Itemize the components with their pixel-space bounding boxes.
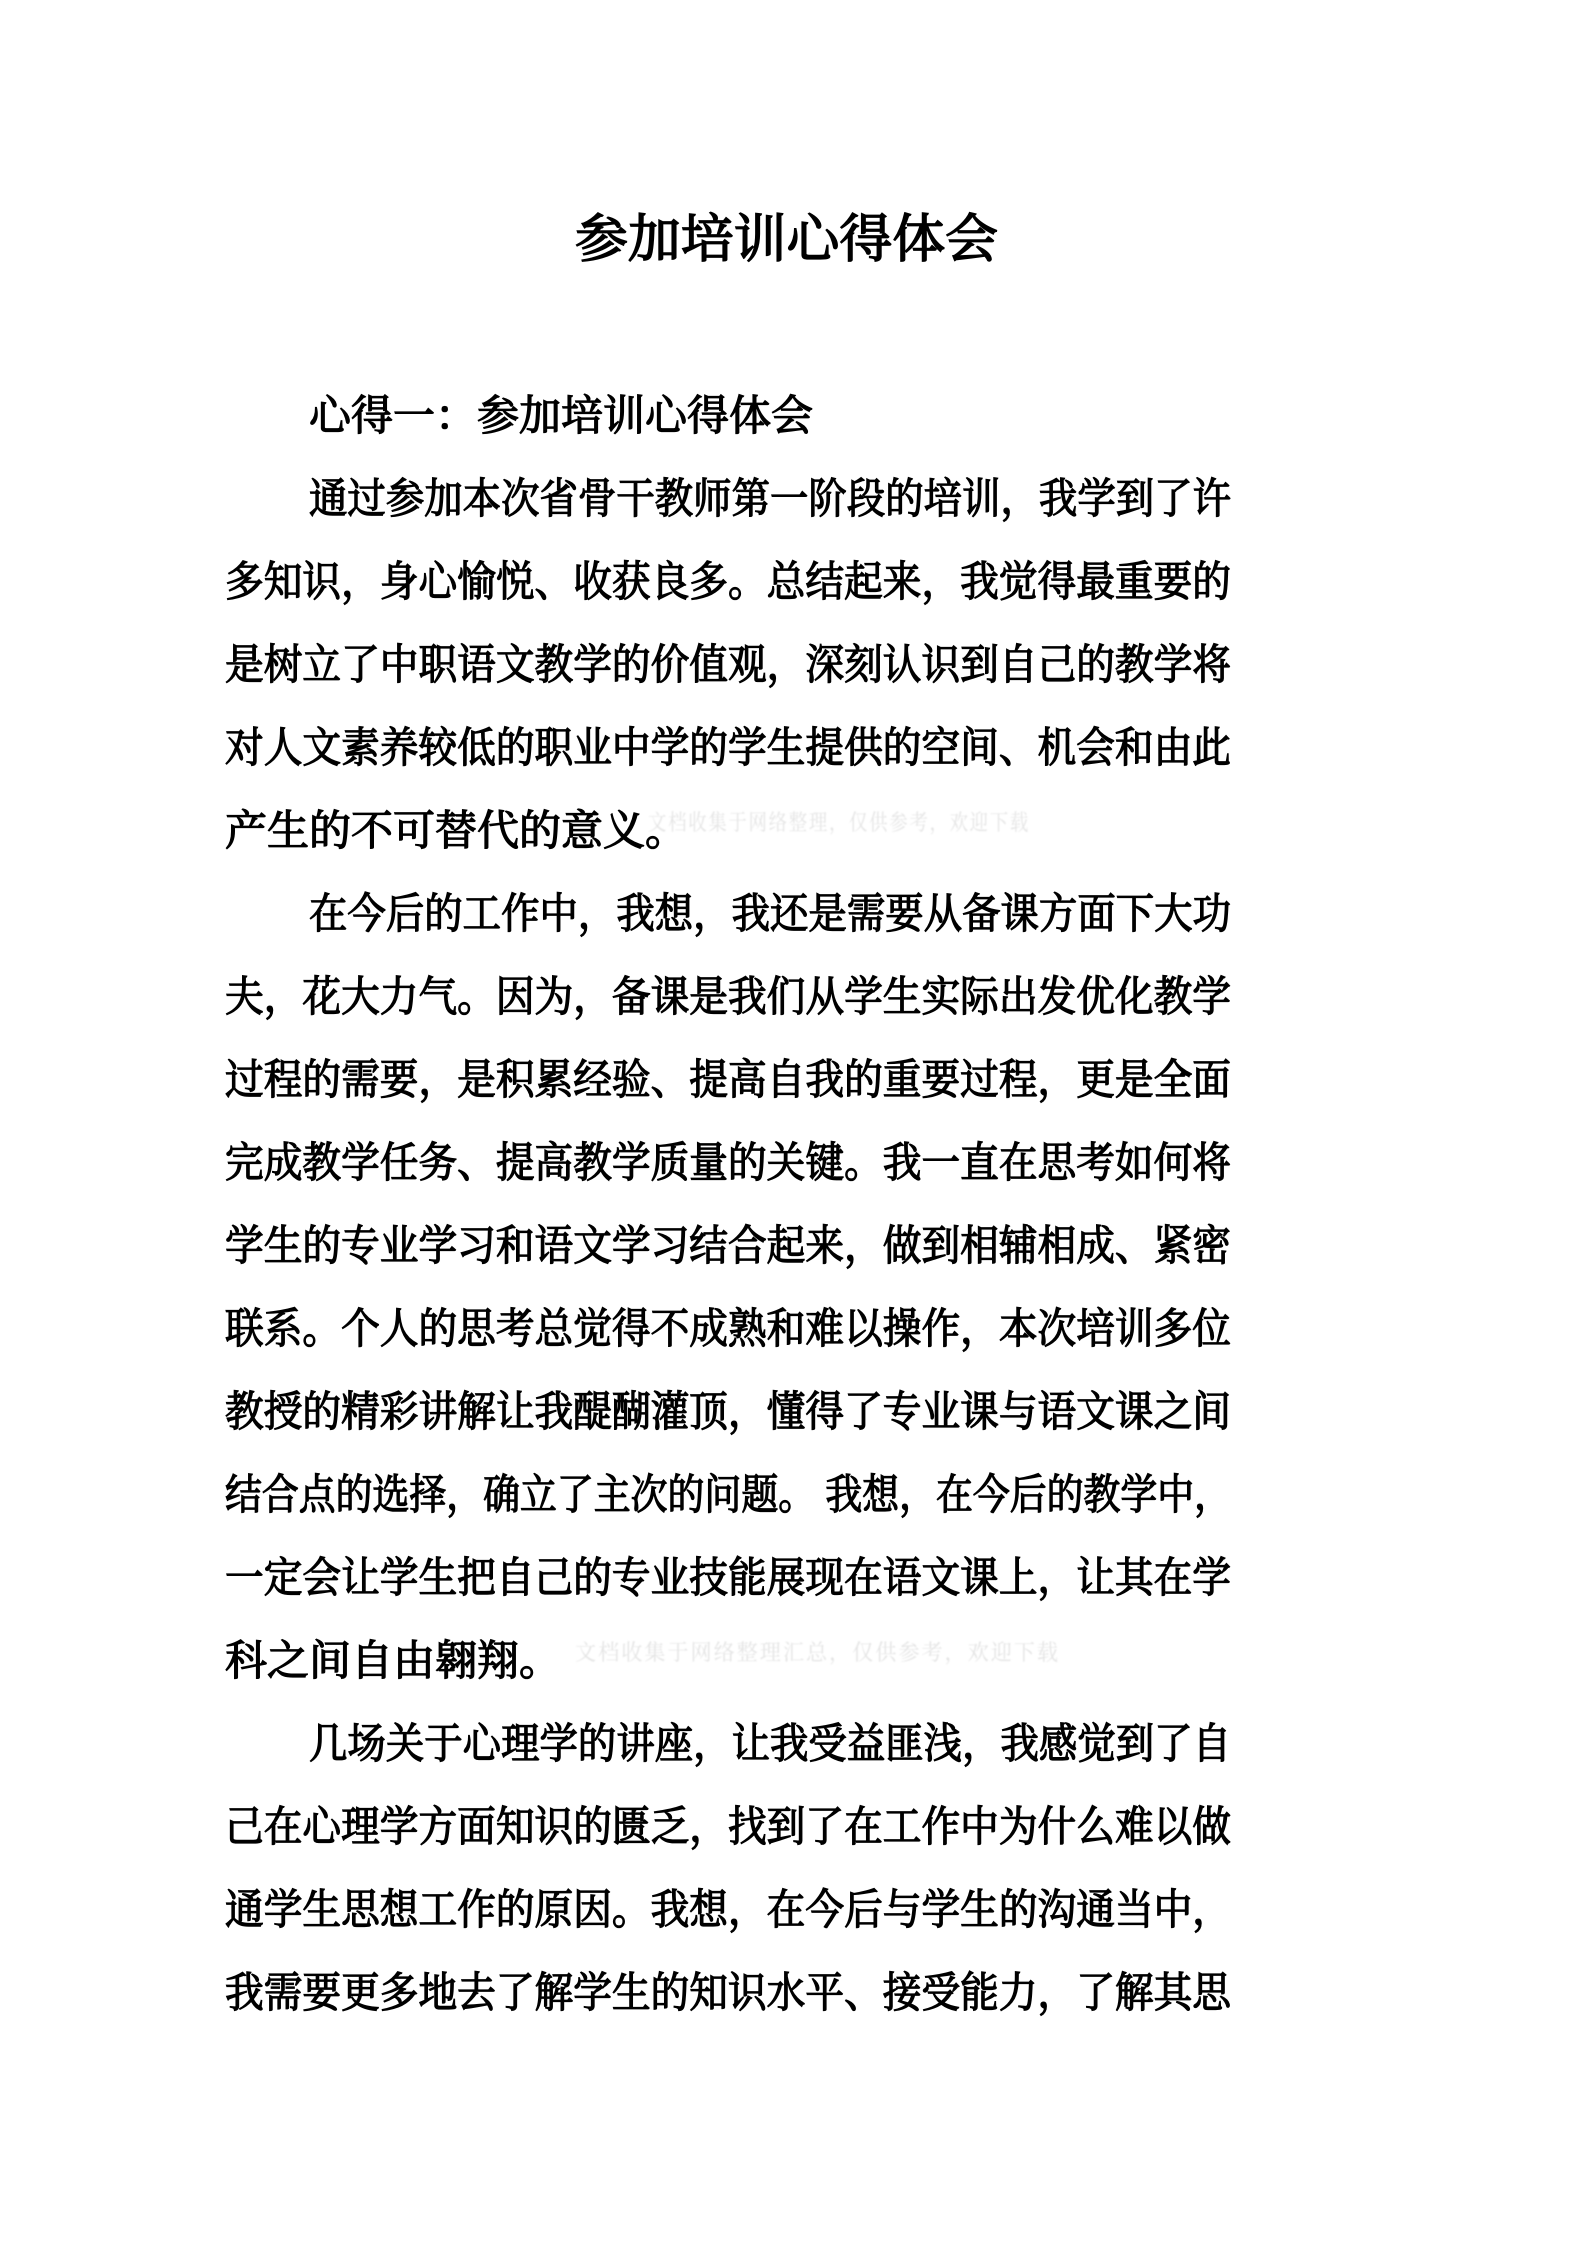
watermark-text-1: 文档收集于网络整理，仅供参考，欢迎下载 [648,810,1030,835]
text-line-content: 通过参加本次省骨干教师第一阶段的培训，我学到了许 [309,475,1231,522]
page-title: 参加培训心得体会 [575,211,998,269]
text-line-content: 教授的精彩讲解让我醍醐灌顶，懂得了专业课与语文课之间 [225,1388,1231,1435]
text-line-content: 多知识，身心愉悦、收获良多。总结起来，我觉得最重要的 [225,558,1231,605]
text-line [225,1951,1231,2034]
text-line-content: 心得一：参加培训心得体会 [309,392,814,439]
text-line-content: 学生的专业学习和语文学习结合起来，做到相辅相成、紧密 [225,1222,1231,1269]
text-line [225,1204,1231,1287]
text-line-content: 夫，花大力气。因为，备课是我们从学生实际出发优化教学 [225,973,1231,1020]
text-line-content: 过程的需要，是积累经验、提高自我的重要过程，更是全面 [225,1056,1231,1103]
text-line-content: 几场关于心理学的讲座，让我受益匪浅，我感觉到了自 [309,1720,1231,1767]
text-line [225,872,1231,955]
text-line-content: 通学生思想工作的原因。我想，在今后与学生的沟通当中， [225,1886,1231,1933]
watermark-text-2: 文档收集于网络整理汇总，仅供参考，欢迎下载 [575,1640,1060,1665]
text-line [225,1536,1231,1619]
text-line-content: 科之间自由翱翔。 [225,1637,562,1684]
text-line-content: 在今后的工作中，我想，我还是需要从备课方面下大功 [309,890,1231,937]
text-line [225,706,1231,789]
text-line [225,1453,1231,1536]
text-line [225,955,1231,1038]
text-line [225,457,1231,540]
text-line-content: 结合点的选择，确立了主次的问题。 我想，在今后的教学中， [225,1471,1231,1518]
text-line [225,1287,1231,1370]
text-line-content: 对人文素养较低的职业中学的学生提供的空间、机会和由此 [225,724,1231,771]
text-line-content: 联系。个人的思考总觉得不成熟和难以操作，本次培训多位 [225,1305,1231,1352]
text-line [225,540,1231,623]
text-line-content: 己在心理学方面知识的匮乏，找到了在工作中为什么难以做 [225,1803,1231,1850]
text-line [225,1121,1231,1204]
text-line-content: 我需要更多地去了解学生的知识水平、接受能力，了解其思 [225,1969,1231,2016]
text-line-content: 一定会让学生把自己的专业技能展现在语文课上，让其在学 [225,1554,1231,1601]
text-line-content: 是树立了中职语文教学的价值观，深刻认识到自己的教学将 [225,641,1231,688]
text-line-content: 完成教学任务、提高教学质量的关键。我一直在思考如何将 [225,1139,1231,1186]
text-line [225,1370,1231,1453]
text-line [225,623,1231,706]
text-line [225,1868,1231,1951]
text-line [225,374,1231,457]
text-line-content: 产生的不可替代的意义。 [225,807,688,854]
document-body [225,374,1231,2034]
text-line [225,1785,1231,1868]
text-line [225,1038,1231,1121]
text-line [225,1702,1231,1785]
